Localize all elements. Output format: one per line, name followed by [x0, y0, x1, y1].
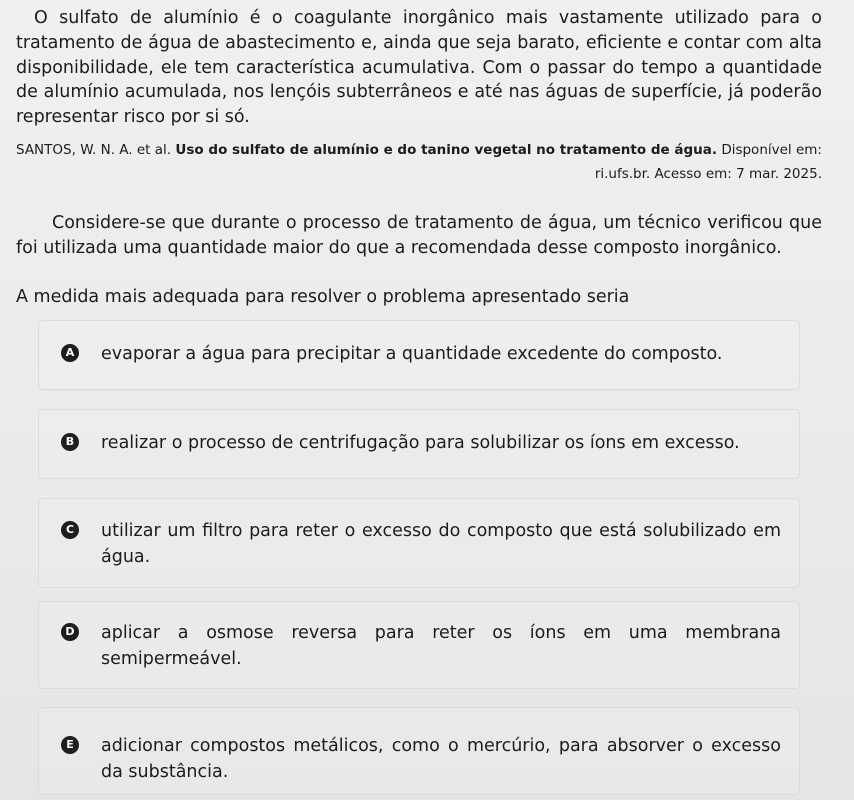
source-availability: Disponível em: ri.ufs.br. Acesso em: 7 mar. 2025. — [594, 142, 822, 182]
option-letter-badge: A — [61, 344, 79, 362]
option-e[interactable] — [38, 707, 800, 795]
option-b[interactable] — [38, 409, 800, 479]
option-d[interactable] — [38, 601, 800, 689]
option-c[interactable] — [38, 498, 800, 588]
option-a[interactable] — [38, 320, 800, 390]
option-text: aplicar a osmose reversa para reter os íons em uma membrana semipermeável. — [101, 623, 781, 669]
source-citation — [16, 138, 822, 186]
source-authors: SANTOS, W. N. A. et al. — [16, 142, 172, 158]
question-stem: A medida mais adequada para resolver o problema apresentado seria — [16, 287, 630, 307]
option-letter-badge: D — [61, 623, 79, 641]
option-text: evaporar a água para precipitar a quantidade excedente do composto. — [101, 344, 723, 364]
intro-text: O sulfato de alumínio é o coagulante inorgânico mais vastamente utilizado para o tratamento de água de abastecimento e, ainda que seja barato, eficiente e contar com alta disponibilidade, ele tem característica acumulativa. Com o passar do tempo a quantidade de alumínio acumulada, nos lençóis subterrâneos e até nas águas de superfície, já poderão representar risco por si só. — [16, 8, 822, 128]
option-letter-badge: E — [61, 736, 79, 754]
intro-paragraph — [16, 6, 822, 130]
option-letter-badge: C — [61, 521, 79, 539]
option-text: realizar o processo de centrifugação para solubilizar os íons em excesso. — [101, 433, 740, 453]
option-text: adicionar compostos metálicos, como o mercúrio, para absorver o excesso da substância. — [101, 736, 781, 782]
source-title: Uso do sulfato de alumínio e do tanino vegetal no tratamento de água. — [175, 142, 717, 158]
context-paragraph — [16, 211, 822, 261]
option-letter-badge: B — [61, 433, 79, 451]
option-text: utilizar um filtro para reter o excesso do composto que está solubilizado em água. — [101, 521, 781, 567]
context-text: Considere-se que durante o processo de tratamento de água, um técnico verificou que foi utilizada uma quantidade maior do que a recomendada desse composto inorgânico. — [16, 213, 822, 258]
